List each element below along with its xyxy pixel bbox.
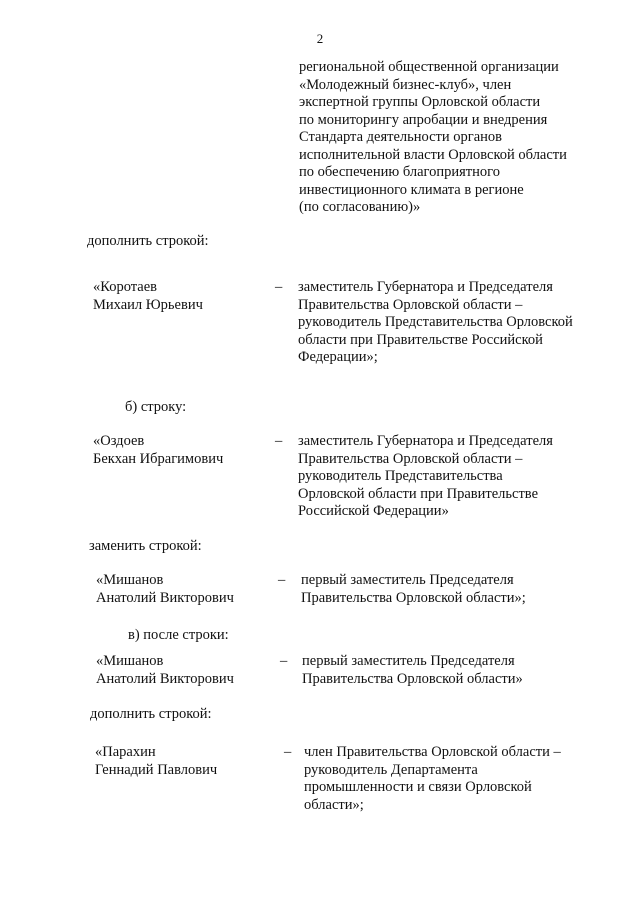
entry-name [96, 572, 234, 607]
entry-given-names: Анатолий Викторович [96, 589, 234, 606]
entry-description [298, 433, 553, 521]
text-line: Правительства Орловской области» [302, 670, 523, 687]
text-line: руководитель Представительства [298, 468, 503, 484]
entry-dash: – [284, 744, 292, 760]
entry-surname: «Коротаев [93, 279, 157, 295]
entry-name [96, 653, 234, 688]
text-line: экспертной группы Орловской области [299, 94, 541, 110]
entry-name [95, 744, 217, 779]
page-number: 2 [316, 31, 324, 46]
entry-name [93, 433, 223, 468]
entry-given-names: Анатолий Викторович [96, 670, 234, 687]
text-line: заместитель Губернатора и Председателя [298, 279, 553, 295]
entry-given-names: Михаил Юрьевич [93, 296, 203, 313]
entry-surname: «Мишанов [96, 653, 164, 669]
text-line: (по согласованию)» [299, 199, 421, 215]
text-line: руководитель Представительства Орловской [298, 314, 573, 330]
instruction-replace-line: заменить строкой: [89, 538, 202, 554]
instruction-line-b: б) строку: [125, 399, 187, 415]
continuation-text [299, 59, 567, 217]
text-line: первый заместитель Председателя [302, 653, 515, 669]
text-line: Орловской области при Правительстве [298, 485, 539, 502]
entry-dash: – [275, 279, 283, 295]
entry-description [298, 279, 573, 367]
entry-surname: «Мишанов [96, 572, 164, 588]
text-line: исполнительной власти Орловской области [299, 146, 567, 163]
text-line: Стандарта деятельности органов [299, 129, 503, 145]
entry-dash: – [278, 572, 286, 588]
entry-dash: – [275, 433, 283, 449]
entry-name [93, 279, 203, 314]
text-line: «Молодежный бизнес-клуб», член [299, 76, 512, 93]
entry-surname: «Парахин [95, 744, 156, 760]
text-line: Правительства Орловской области – [298, 450, 523, 467]
entry-description [302, 653, 523, 688]
text-line: Российской Федерации» [298, 503, 449, 519]
text-line: области»; [304, 796, 364, 813]
text-line: по обеспечению благоприятного [299, 164, 500, 180]
text-line: по мониторингу апробации и внедрения [299, 111, 548, 128]
entry-dash: – [280, 653, 288, 669]
text-line: инвестиционного климата в регионе [299, 181, 524, 198]
text-line: Правительства Орловской области – [298, 296, 523, 313]
text-line: региональной общественной организации [299, 59, 559, 75]
text-line: Правительства Орловской области»; [301, 589, 526, 606]
text-line: первый заместитель Председателя [301, 572, 514, 588]
instruction-add-line: дополнить строкой: [90, 706, 212, 722]
text-line: промышленности и связи Орловской [304, 779, 532, 795]
text-line: заместитель Губернатора и Председателя [298, 433, 553, 449]
entry-description [301, 572, 526, 607]
entry-surname: «Оздоев [93, 433, 145, 449]
text-line: член Правительства Орловской области – [304, 744, 561, 760]
instruction-after-line-v: в) после строки: [128, 627, 229, 643]
text-line: руководитель Департамента [304, 761, 478, 778]
entry-description [304, 744, 561, 814]
text-line: области при Правительстве Российской [298, 331, 543, 348]
text-line: Федерации»; [298, 349, 378, 365]
entry-given-names: Бекхан Ибрагимович [93, 450, 224, 467]
entry-given-names: Геннадий Павлович [95, 761, 218, 778]
instruction-add-line: дополнить строкой: [87, 233, 209, 249]
